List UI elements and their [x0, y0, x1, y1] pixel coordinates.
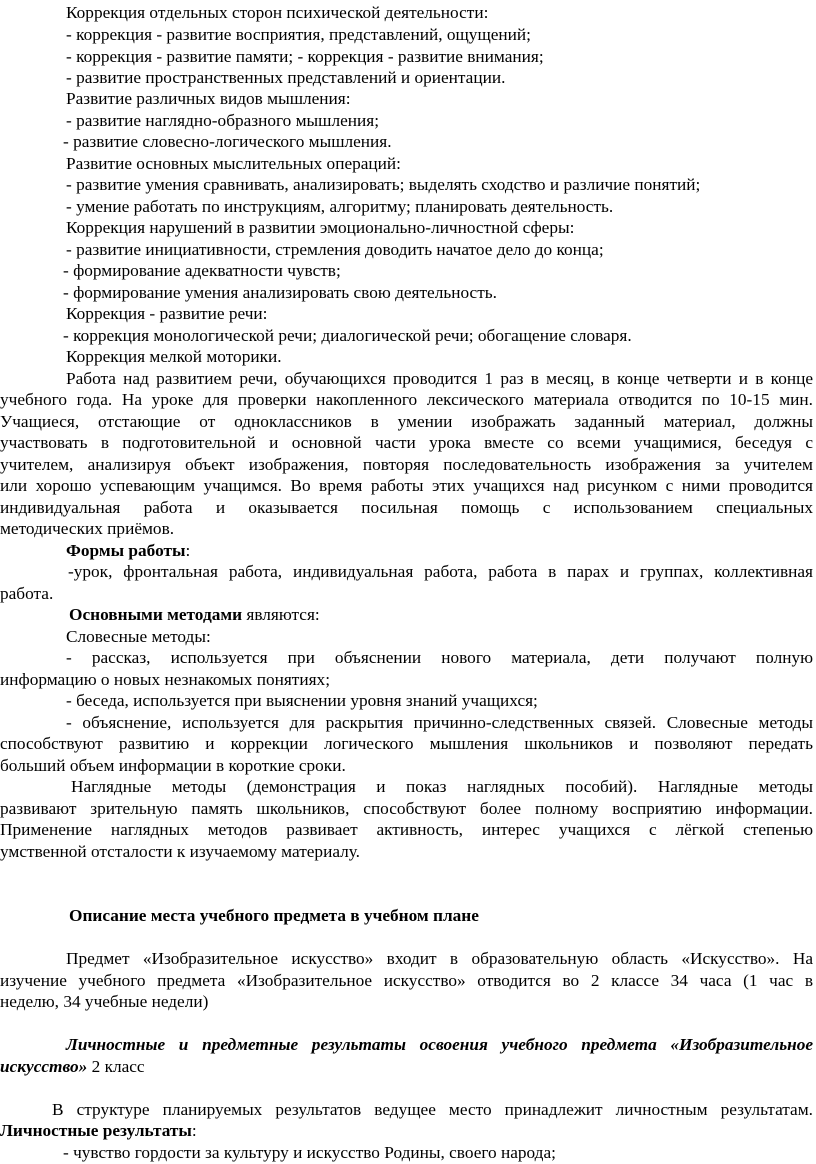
results-heading-cont [0, 1056, 816, 1078]
list-line: - развитие инициативности, стремления доводить начатое дело до конца; [66, 240, 604, 259]
paragraph-line: участвовать в подготовительной и основной части урока вместе со всеми учащимися, беседуя с [0, 433, 813, 452]
results-intro: В структуре планируемых результатов ведущее место принадлежит личностным результатам. [52, 1100, 813, 1119]
list-line: - развитие пространственных представлений и ориентации. [66, 68, 506, 87]
list-line: - коррекция - развитие восприятия, представлений, ощущений; [66, 25, 531, 44]
place-line: Предмет «Изобразительное искусство» входит в образовательную область «Искусство». На [66, 949, 813, 968]
personal-results-label: Личностные результаты [0, 1121, 192, 1140]
place-line: изучение учебного предмета «Изобразительное искусство» отводится во 2 классе 34 часа (1 час в [0, 971, 813, 990]
list-line: Развитие различных видов мышления: [66, 89, 351, 108]
results-heading-end: искусство» [0, 1057, 88, 1076]
methods-line: умственной отсталости к изучаемому материалу. [0, 842, 360, 861]
list-line: - формирование адекватности чувств; [63, 261, 341, 280]
list-line: Коррекция мелкой моторики. [66, 347, 282, 366]
paragraph-line: Учащиеся, отстающие от одноклассников в умении изображать заданный материал, должны [0, 412, 813, 431]
forms-label: Формы работы [66, 541, 186, 560]
forms-heading [66, 540, 816, 562]
methods-label: Основными методами [69, 605, 243, 624]
list-line: Развитие основных мыслительных операций: [66, 154, 401, 173]
methods-line: Наглядные методы (демонстрация и показ наглядных пособий). Наглядные методы [71, 777, 813, 796]
forms-line: -урок, фронтальная работа, индивидуальная работа, работа в парах и группах, коллективная [68, 562, 813, 581]
list-line: Коррекция отдельных сторон психической деятельности: [66, 3, 489, 22]
place-heading: Описание места учебного предмета в учебном плане [69, 906, 479, 925]
verbal-methods-title: Словесные методы: [66, 627, 211, 646]
methods-line: - рассказ, используется при объяснении нового материала, дети получают полную [66, 648, 813, 667]
methods-line: - объяснение, используется для раскрытия причинно-следственных связей. Словесные методы [66, 713, 813, 732]
paragraph-line: учителем, анализируя объект изображения, повторяя последовательность изображения за учителем [0, 455, 813, 474]
paragraph-line: Работа над развитием речи, обучающихся проводится 1 раз в месяц, в конце четверти и в конце [66, 369, 813, 388]
paragraph-line: индивидуальная работа и оказывается посильная помощь с использованием специальных [0, 498, 813, 517]
paragraph-line: или хорошо успевающим учащимся. Во время работы этих учащихся над рисунком с ними проводится [0, 476, 813, 495]
paragraph-line: методических приёмов. [0, 519, 175, 538]
list-line: - развитие умения сравнивать, анализировать; выделять сходство и различие понятий; [66, 175, 701, 194]
forms-suffix: : [185, 541, 191, 560]
methods-line: информацию о новых незнакомых понятиях; [0, 670, 330, 689]
paragraph-line: учебного года. На уроке для проверки накопленного лексического материала отводится по 10-15 мин. [0, 390, 813, 409]
forms-line: работа. [0, 584, 54, 603]
methods-line: способствуют развитию и коррекции логического мышления школьников и позволяют передать [0, 734, 813, 753]
list-line: - развитие словесно-логического мышления. [63, 132, 392, 151]
list-line: Коррекция нарушений в развитии эмоционально-личностной сферы: [66, 218, 575, 237]
methods-suffix: являются: [242, 605, 320, 624]
list-line: - коррекция монологической речи; диалогической речи; обогащение словаря. [63, 326, 632, 345]
methods-line: Применение наглядных методов развивает активность, интерес учащихся с лёгкой степенью [0, 820, 813, 839]
list-line: Коррекция - развитие речи: [66, 304, 268, 323]
place-line: неделю, 34 учебные недели) [0, 992, 209, 1011]
personal-results-heading [0, 1120, 816, 1142]
methods-line: - беседа, используется при выяснении уровня знаний учащихся; [66, 691, 538, 710]
personal-results-suffix: : [191, 1121, 197, 1140]
list-line: - развитие наглядно-образного мышления; [66, 111, 380, 130]
list-line: - формирование умения анализировать свою деятельность. [63, 283, 497, 302]
methods-heading [69, 604, 816, 626]
list-line: - умение работать по инструкциям, алгоритму; планировать деятельность. [66, 197, 614, 216]
grade-label: 2 класс [87, 1057, 145, 1076]
list-line: - коррекция - развитие памяти; - коррекция - развитие внимания; [66, 47, 544, 66]
results-heading: Личностные и предметные результаты освоения учебного предмета «Изобразительное [66, 1035, 813, 1054]
personal-result-item: - чувство гордости за культуру и искусство Родины, своего народа; [63, 1143, 556, 1162]
methods-line: больший объем информации в короткие сроки. [0, 756, 346, 775]
methods-line: развивают зрительную память школьников, способствуют более полному восприятию информации. [0, 799, 813, 818]
